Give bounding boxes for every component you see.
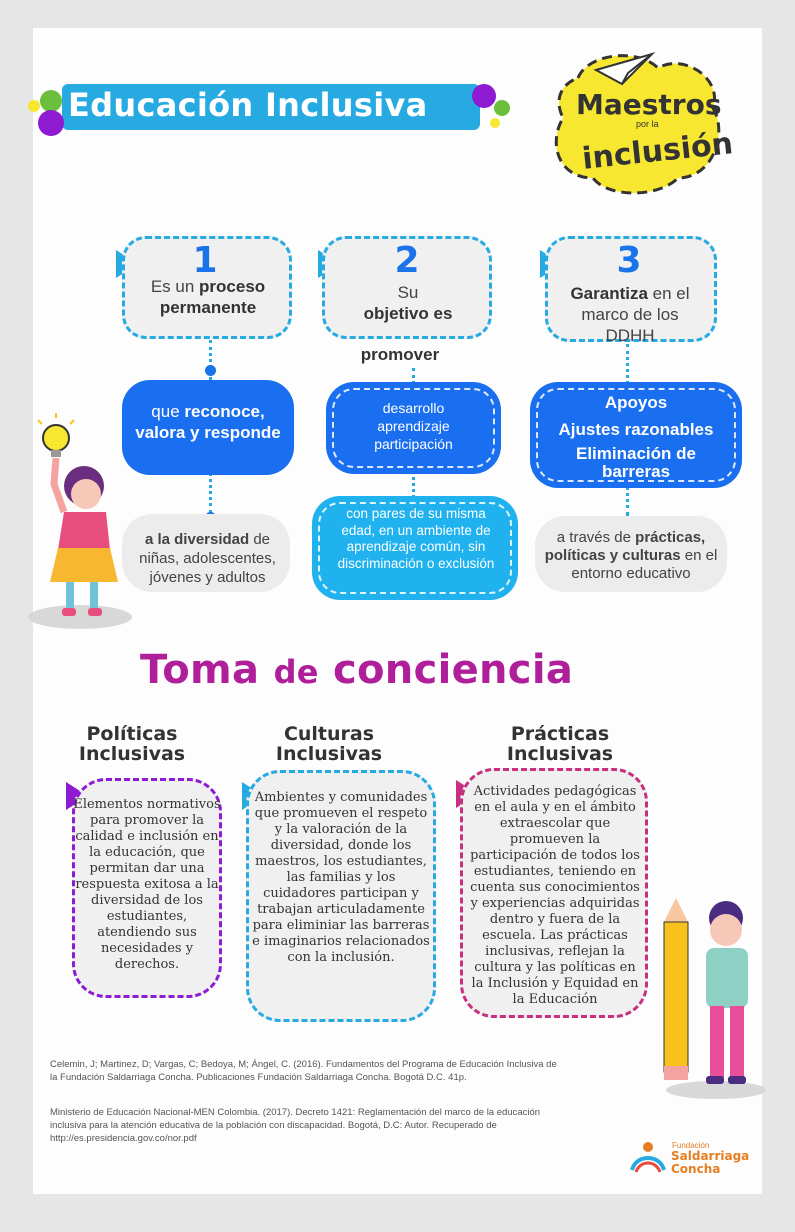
- reconoce-text: que reconoce, valora y responde: [135, 402, 281, 442]
- culturas-title: Culturas Inclusivas: [275, 723, 383, 765]
- decor-dot-green: [40, 90, 62, 112]
- reference-2: Ministerio de Educación Nacional-MEN Colombia. (2017). Decreto 1421: Reglamentación del marco de la educación inclusiva para la atención educativa de la población con discapacidad. Bogotá, D.C: Autor. Recuperado de http://es.presidencia.gov.co/nor.pdf: [50, 1107, 541, 1144]
- connector-line-3a: [626, 344, 629, 384]
- lightbulb-icon: [43, 425, 69, 451]
- reference-1: Celemin, J; Martinez, D; Vargas, C; Bedoya, M; Ángel, C. (2016). Fundamentos del Programa de Educación Inclusiva de la Fundación Saldarriaga Concha. Publicaciones Fundación Saldarriaga Concha. Bogotá D.C. 41p.: [50, 1059, 557, 1083]
- politicas-title: Políticas Inclusivas: [78, 723, 186, 765]
- step-1-text: Es un proceso permanente: [150, 277, 266, 317]
- logo-inclusion-text: inclusión: [580, 126, 735, 177]
- apoyos-text: Apoyos Ajustes razonables Eliminación de barreras: [558, 393, 714, 481]
- fundacion-small-text: Fundación: [672, 1141, 710, 1150]
- girl-with-lightbulb-illustration: [20, 412, 132, 632]
- practicas-text: Actividades pedagógicas en el aula y en el ámbito extraescolar que promueven la participación de todos los estudiantes, teniendo en cuenta sus conocimientos y experiencias adquiridas dentro y fuera de la escuela. Las prácticas inclusivas, reflejan la cultura y las políticas en la Inclusión y Equidad en la Educación: [470, 784, 640, 1007]
- culturas-text: Ambientes y comunidades que promueven el respeto y la valoración de la diversidad, donde los maestros, los estudiantes, las familias y los cuidadores participan y trabajan articuladamente para eliminiar las barreras e imaginarios relacionados con la inclusión.: [252, 790, 430, 965]
- step-3-number: 3: [616, 240, 642, 281]
- connector-line-3b: [626, 486, 629, 516]
- pares-text: con pares de su misma edad, en un ambiente de aprendizaje común, sin discriminación o exclusión: [337, 506, 495, 571]
- decor-dot-yellow-right: [490, 118, 500, 128]
- fundacion-logo-icon: [628, 1140, 668, 1176]
- step-2-text: Su objetivo es: [363, 283, 453, 323]
- logo-porla-text: por la: [636, 119, 659, 129]
- politicas-text: Elementos normativos para promover la calidad e inclusión en la educación, que permitan dar una respuesta exitosa a la diversidad de los estudiantes, atendiendo sus necesidades y derechos.: [73, 797, 221, 972]
- connector-dot-1a: [205, 365, 216, 376]
- diversidad-text: a la diversidad de niñas, adolescentes, jóvenes y adultos: [139, 531, 276, 586]
- connector-line-1b: [209, 472, 212, 514]
- fundacion-name: Saldarriaga Concha: [671, 1149, 750, 1176]
- step-1-number: 1: [192, 240, 218, 281]
- logo-maestros-text: Maestros: [576, 88, 722, 121]
- step-2-number: 2: [394, 240, 420, 281]
- step-2-promover: promover: [360, 345, 440, 364]
- connector-line-2b: [412, 470, 415, 498]
- decor-dot-yellow: [28, 100, 40, 112]
- pencil-icon: [664, 898, 688, 922]
- practicas-title: Prácticas Inclusivas: [506, 723, 614, 765]
- page-title: Educación Inclusiva: [68, 86, 428, 124]
- boy-with-pencil-illustration: [656, 898, 768, 1100]
- toma-de-conciencia-heading: Toma de conciencia: [140, 647, 574, 693]
- step-3-text: Garantiza en el marco de los DDHH: [570, 284, 690, 345]
- decor-dot-purple: [38, 110, 64, 136]
- practicas-text: a través de prácticas, políticas y culturas en el entorno educativo: [544, 529, 718, 582]
- desarrollo-text: desarrollo aprendizaje participación: [374, 400, 453, 452]
- decor-dot-green-right: [494, 100, 510, 116]
- decor-dot-purple-right: [472, 84, 496, 108]
